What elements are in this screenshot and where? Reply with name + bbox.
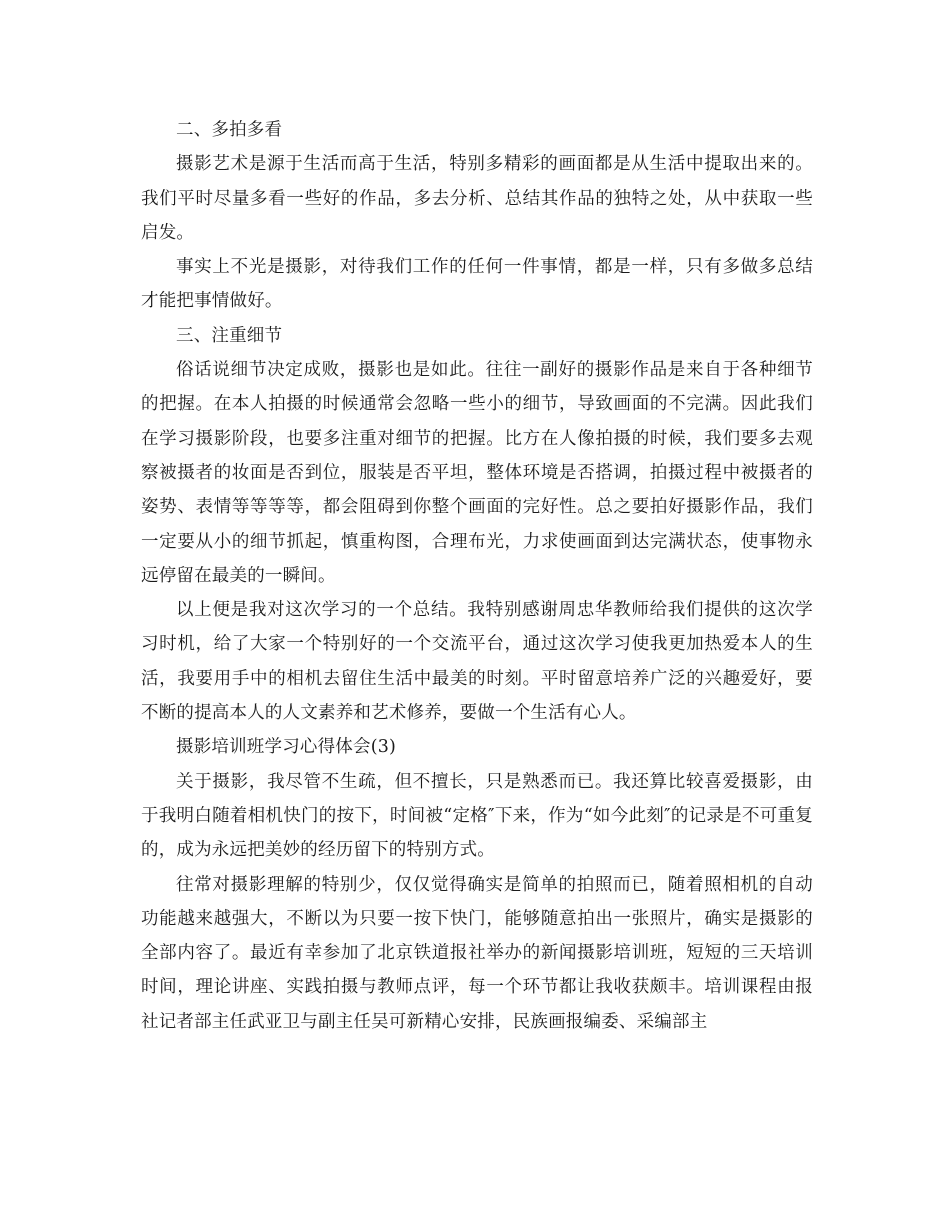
section-heading-article-3: 摄影培训班学习心得体会(3) — [176, 737, 397, 758]
document-body — [141, 113, 813, 1039]
paragraph: 关于摄影，我尽管不生疏，但不擅长，只是熟悉而已。我还算比较喜爱摄影，由于我明白随着相机快门的按下，时间被“定格″下来，作为“如今此刻″的记录是不可重复的，成为永远把美妙的经历留下的特别方式。 — [141, 771, 813, 861]
paragraph: 以上便是我对这次学习的一个总结。我特别感谢周忠华教师给我们提供的这次学习时机，给了大家一个特别好的一个交流平台，通过这次学习使我更加热爱本人的生活，我要用手中的相机去留住生活中最美的时刻。平时留意培养广泛的兴趣爱好，要不断的提高本人的人文素养和艺术修养，要做一个生活有心人。 — [141, 600, 813, 724]
paragraph: 俗话说细节决定成败，摄影也是如此。往往一副好的摄影作品是来自于各种细节的把握。在本人拍摄的时候通常会忽略一些小的细节，导致画面的不完满。因此我们在学习摄影阶段，也要多注重对细节的把握。比方在人像拍摄的时候，我们要多去观察被摄者的妆面是否到位，服装是否平坦，整体环境是否搭调，拍摄过程中被摄者的姿势、表情等等等等，都会阻碍到你整个画面的完好性。总之要拍好摄影作品，我们一定要从小的细节抓起，慎重构图，合理布光，力求使画面到达完满状态，使事物永远停留在最美的一瞬间。 — [141, 360, 813, 586]
section-heading-details: 三、注重细节 — [176, 325, 283, 346]
paragraph: 往常对摄影理解的特别少，仅仅觉得确实是简单的拍照而已，随着照相机的自动功能越来越强大，不断以为只要一按下快门，能够随意拍出一张照片，确实是摄影的全部内容了。最近有幸参加了北京铁道报社举办的新闻摄影培训班，短短的三天培训时间，理论讲座、实践拍摄与教师点评，每一个环节都让我收获颇丰。培训课程由报社记者部主任武亚卫与副主任吴可新精心安排，民族画报编委、采编部主 — [141, 874, 813, 1032]
section-heading-more-shooting: 二、多拍多看 — [176, 120, 283, 140]
paragraph: 摄影艺术是源于生活而高于生活，特别多精彩的画面都是从生活中提取出来的。我们平时尽量多看一些好的作品，多去分析、总结其作品的独特之处，从中获取一些启发。 — [141, 154, 813, 243]
paragraph: 事实上不光是摄影，对待我们工作的任何一件事情，都是一样，只有多做多总结才能把事情做好。 — [141, 257, 813, 312]
